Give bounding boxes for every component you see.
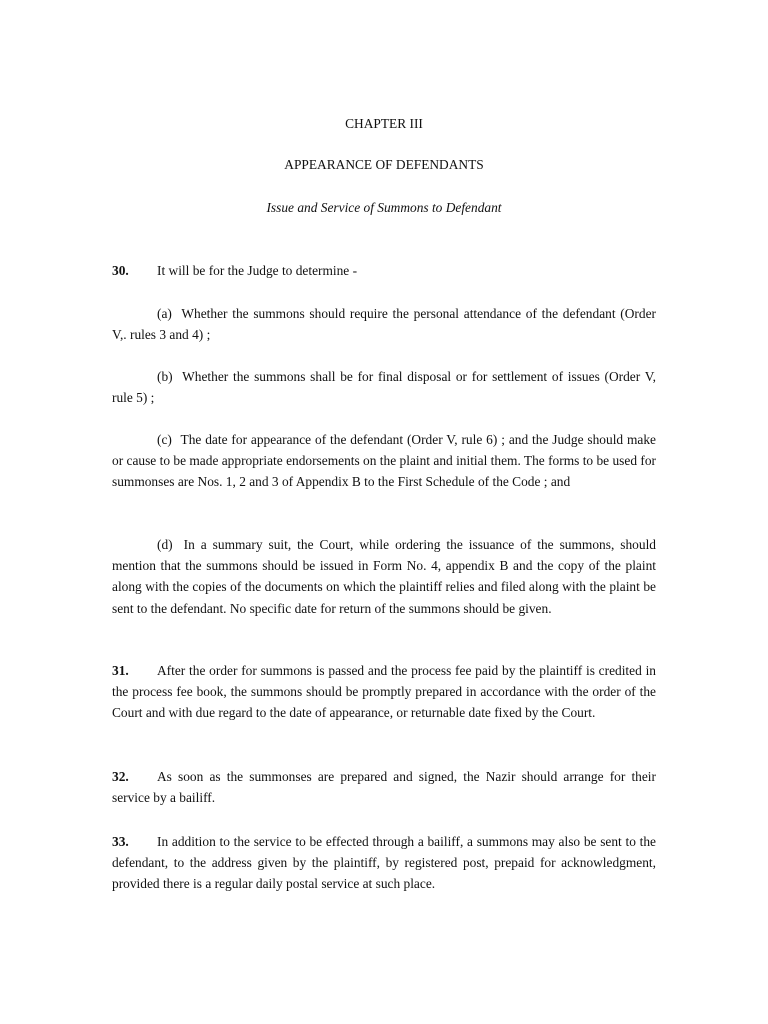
- paragraph-number: 30.: [112, 263, 129, 278]
- clause-label: (b): [157, 369, 173, 384]
- paragraph-number: 31.: [112, 663, 129, 678]
- paragraph-text: After the order for summons is passed and the process fee paid by the plaintiff is credited in the process fee book, the summons should be promptly prepared in accordance with the order of the Court and with due regard to the date of appearance, or returnable date fixed by the Court.: [112, 663, 656, 721]
- clause-b: [112, 366, 656, 408]
- paragraph-31: [112, 660, 656, 724]
- paragraph-text: It will be for the Judge to determine -: [157, 263, 358, 278]
- paragraph-number: 32.: [112, 769, 129, 784]
- chapter-title: APPEARANCE OF DEFENDANTS: [284, 157, 484, 172]
- clause-a: [112, 303, 656, 345]
- chapter-heading: CHAPTER III: [345, 116, 423, 131]
- clause-text: The date for appearance of the defendant (Order V, rule 6) ; and the Judge should make or cause to be made appropriate endorsements on the plaint and initial them. The forms to be used for summonses are Nos. 1, 2 and 3 of Appendix B to the First Schedule of the Code ; and: [112, 432, 656, 490]
- paragraph-text: In addition to the service to be effected through a bailiff, a summons may also be sent to the defendant, to the address given by the plaintiff, by registered post, prepaid for acknowledgment, provided there is a regular daily postal service at such place.: [112, 834, 656, 892]
- section-subtitle: Issue and Service of Summons to Defendant: [266, 200, 502, 215]
- clause-d: [112, 534, 656, 619]
- clause-text: Whether the summons should require the personal attendance of the defendant (Order V,. rules 3 and 4) ;: [112, 306, 656, 343]
- paragraph-number: 33.: [112, 834, 129, 849]
- paragraph-32: [112, 766, 656, 808]
- paragraph-text: As soon as the summonses are prepared and signed, the Nazir should arrange for their service by a bailiff.: [112, 769, 656, 806]
- clause-text: In a summary suit, the Court, while ordering the issuance of the summons, should mention that the summons should be issued in Form No. 4, appendix B and the copy of the plaint along with the copies of the documents on which the plaintiff relies and filed along with the plaint be sent to the defendant. No specific date for return of the summons should be given.: [112, 537, 656, 616]
- clause-text: Whether the summons shall be for final disposal or for settlement of issues (Order V, rule 5) ;: [112, 369, 657, 406]
- clause-label: (a): [157, 306, 172, 321]
- paragraph-33: [112, 831, 656, 895]
- clause-label: (d): [157, 537, 173, 552]
- clause-label: (c): [157, 432, 172, 447]
- clause-c: [112, 429, 656, 493]
- paragraph-30: [112, 260, 656, 281]
